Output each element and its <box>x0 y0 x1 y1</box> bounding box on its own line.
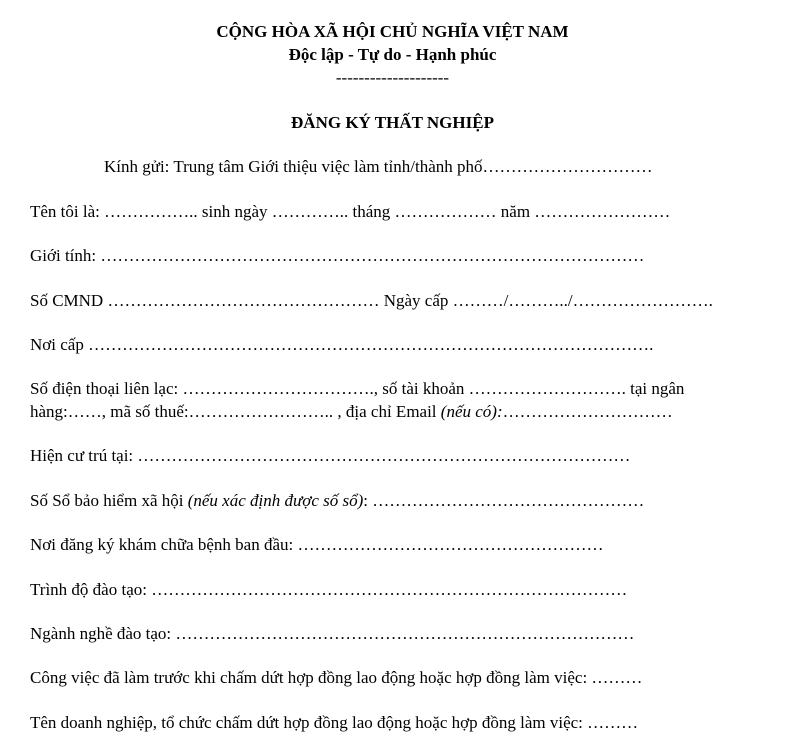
nation-heading: CỘNG HÒA XÃ HỘI CHỦ NGHĨA VIỆT NAM <box>216 22 569 41</box>
insurance-note: (nếu xác định được số sổ) <box>187 491 364 510</box>
insurance-book-field <box>30 491 644 511</box>
header-separator: -------------------- <box>335 68 450 87</box>
issue-place-field: Nơi cấp ………………………………………………………………………………………. <box>30 335 654 354</box>
clinic-field: Nơi đăng ký khám chữa bệnh ban đầu: ……………………………………………… <box>30 535 604 554</box>
major-field: Ngành nghề đào tạo: ……………………………………………………………………… <box>30 624 635 643</box>
employer-field: Tên doanh nghiệp, tổ chức chấm dứt hợp đồng lao động hoặc hợp đồng làm việc: ……… <box>30 713 639 732</box>
email-optional-note: (nếu có): <box>440 402 503 421</box>
contact-field-line-2 <box>30 402 673 422</box>
motto-heading: Độc lập - Tự do - Hạnh phúc <box>288 45 497 64</box>
gender-field: Giới tính: …………………………………………………………………………………… <box>30 246 645 265</box>
document-title: ĐĂNG KÝ THẤT NGHIỆP <box>291 113 494 132</box>
id-card-field: Số CMND ………………………………………… Ngày cấp ………/………../……………………. <box>30 291 713 310</box>
email-dots: ………………………… <box>502 402 673 421</box>
previous-job-field: Công việc đã làm trước khi chấm dứt hợp đồng lao động hoặc hợp đồng làm việc: ……… <box>30 668 643 687</box>
recipient-line: Kính gửi: Trung tâm Giới thiệu việc làm tỉnh/thành phố………………………… <box>104 157 653 176</box>
contact-line-2-text: hàng:……, mã số thuế:…………………….. , địa chỉ Email <box>30 402 441 421</box>
contact-field-line-1: Số điện thoại liên lạc: ……………………………., số tài khoản ………………………. tại ngân <box>30 379 685 398</box>
name-birthdate-field: Tên tôi là: …………….. sinh ngày ………….. tháng ……………… năm …………………… <box>30 202 671 221</box>
residence-field: Hiện cư trú tại: …………………………………………………………………………… <box>30 446 631 465</box>
education-field: Trình độ đào tạo: ………………………………………………………………………… <box>30 580 628 599</box>
insurance-dots: : ………………………………………… <box>363 491 645 510</box>
insurance-label: Số Sổ bảo hiểm xã hội <box>30 491 188 510</box>
